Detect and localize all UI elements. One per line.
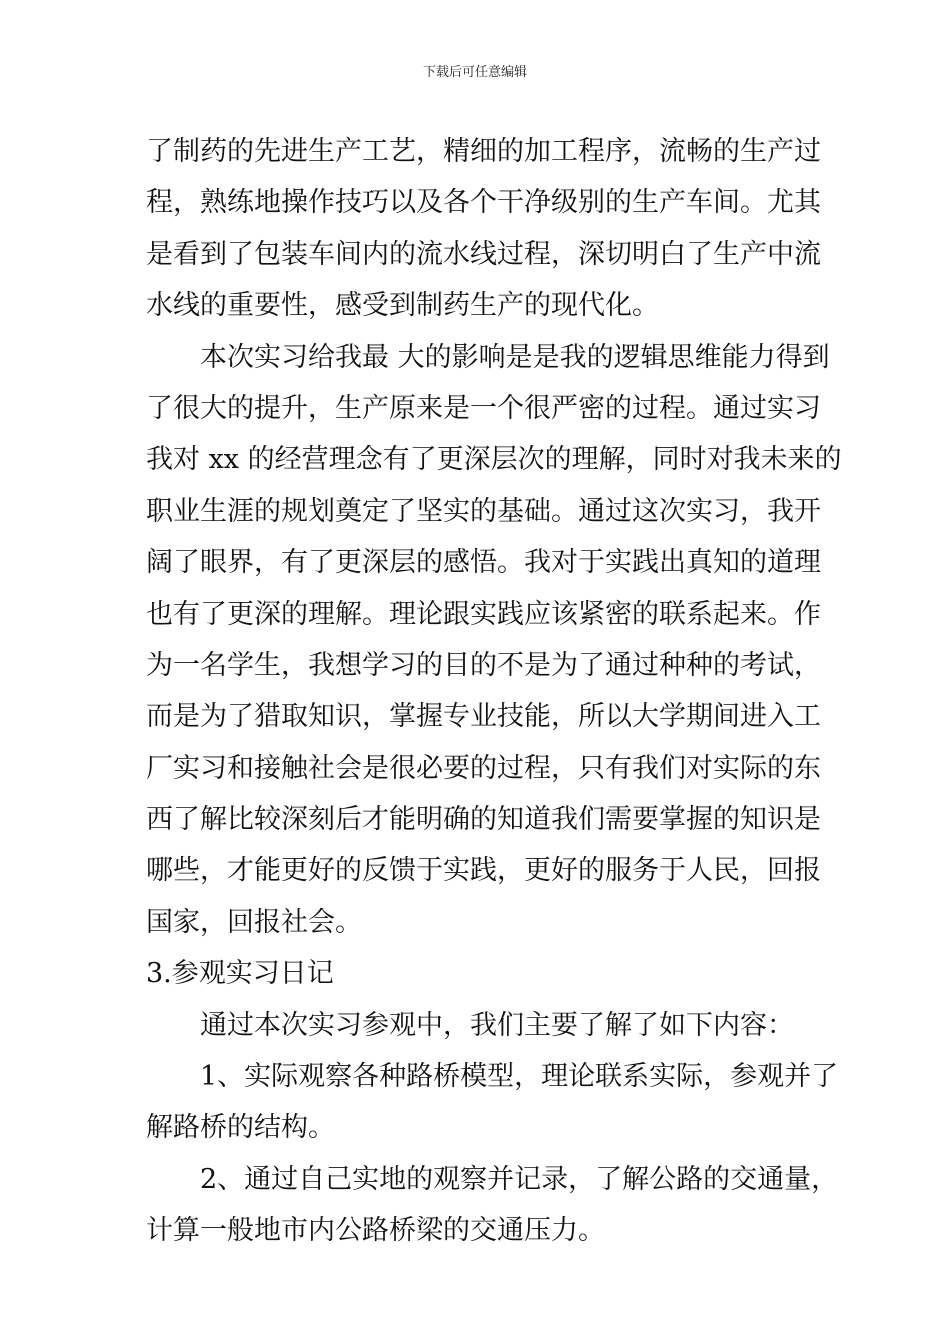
text-line: 西了解比较深刻后才能明确的知道我们需要掌握的知识是 <box>146 804 821 836</box>
text-line: 为一名学生，我想学习的目的不是为了通过种种的考试， <box>146 649 821 681</box>
text-line: 1、实际观察各种路桥模型，理论联系实际，参观并了 <box>200 1061 839 1093</box>
text-line: 我对 xx 的经营理念有了更深层次的理解，同时对我未来的 <box>146 444 842 476</box>
text-line: 本次实习给我最 大的影响是是我的逻辑思维能力得到 <box>200 341 830 373</box>
text-line: 2、通过自己实地的观察并记录，了解公路的交通量， <box>200 1163 839 1195</box>
text-line: 阔了眼界，有了更深层的感悟。我对于实践出真知的道理 <box>146 547 821 579</box>
paragraph-1 <box>146 126 821 332</box>
text-line: 了很大的提升，生产原来是一个很严密的过程。通过实习 <box>146 392 821 424</box>
document-body <box>146 126 842 1257</box>
paragraph-4 <box>146 1051 839 1154</box>
text-line: 职业生涯的规划奠定了坚实的基础。通过这次实习，我开 <box>146 495 821 527</box>
paragraph-5 <box>146 1154 839 1257</box>
paragraph-2 <box>146 332 842 949</box>
text-line: 也有了更深的理解。理论跟实践应该紧密的联系起来。作 <box>146 598 821 630</box>
section-heading: 3.参观实习日记 <box>146 958 334 990</box>
text-line: 厂实习和接触社会是很必要的过程，只有我们对实际的东 <box>146 752 821 784</box>
text-line: 通过本次实习参观中，我们主要了解了如下内容： <box>200 1009 794 1041</box>
text-line: 哪些，才能更好的反馈于实践，更好的服务于人民，回报 <box>146 855 821 887</box>
text-line: 程，熟练地操作技巧以及各个干净级别的生产车间。尤其 <box>146 187 821 219</box>
text-line: 了制药的先进生产工艺，精细的加工程序，流畅的生产过 <box>146 136 821 167</box>
text-line: 水线的重要性，感受到制药生产的现代化。 <box>146 290 659 322</box>
text-line: 国家，回报社会。 <box>146 906 362 938</box>
page-header: 下载后可任意编辑 <box>422 65 527 80</box>
text-line: 计算一般地市内公路桥梁的交通压力。 <box>146 1215 605 1247</box>
paragraph-3 <box>146 1000 806 1051</box>
text-line: 是看到了包装车间内的流水线过程，深切明白了生产中流 <box>146 238 821 270</box>
text-line: 解路桥的结构。 <box>146 1112 335 1144</box>
text-line: 而是为了猎取知识，掌握专业技能，所以大学期间进入工 <box>146 701 821 733</box>
